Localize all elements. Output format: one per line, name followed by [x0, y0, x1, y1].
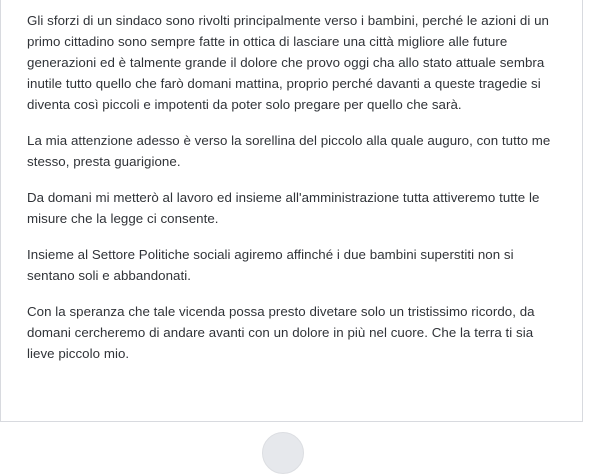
- paragraph: Insieme al Settore Politiche sociali agiremo affinché i due bambini superstiti non si sentano soli e abbandonati.: [27, 247, 514, 283]
- paragraph: La mia attenzione adesso è verso la sorellina del piccolo alla quale auguro, con tutto me stesso, presta guarigione.: [27, 133, 551, 169]
- paragraph: Con la speranza che tale vicenda possa presto divetare solo un tristissimo ricordo, da domani cercheremo di andare avanti con un dolore in più nel cuore. Che la terra ti sia lieve piccolo mio.: [27, 304, 535, 361]
- paragraph: Gli sforzi di un sindaco sono rivolti principalmente verso i bambini, perché le azioni di un primo cittadino sono sempre fatte in ottica di lasciare una città migliore alle future generazioni ed è talmente grande il dolore che provo oggi cha allo stato attuale sembra inutile tutto quello che farò domani mattina, proprio perché davanti a queste tragedie si diventa così piccoli e impotenti da poter solo pregare per quello che sarà.: [27, 13, 549, 112]
- post-body: [1, 0, 582, 372]
- paragraph: Da domani mi metterò al lavoro ed insieme all'amministrazione tutta attiveremo tutte le misure che la legge ci consente.: [27, 190, 540, 226]
- avatar: [262, 432, 304, 474]
- right-gutter: [584, 0, 600, 444]
